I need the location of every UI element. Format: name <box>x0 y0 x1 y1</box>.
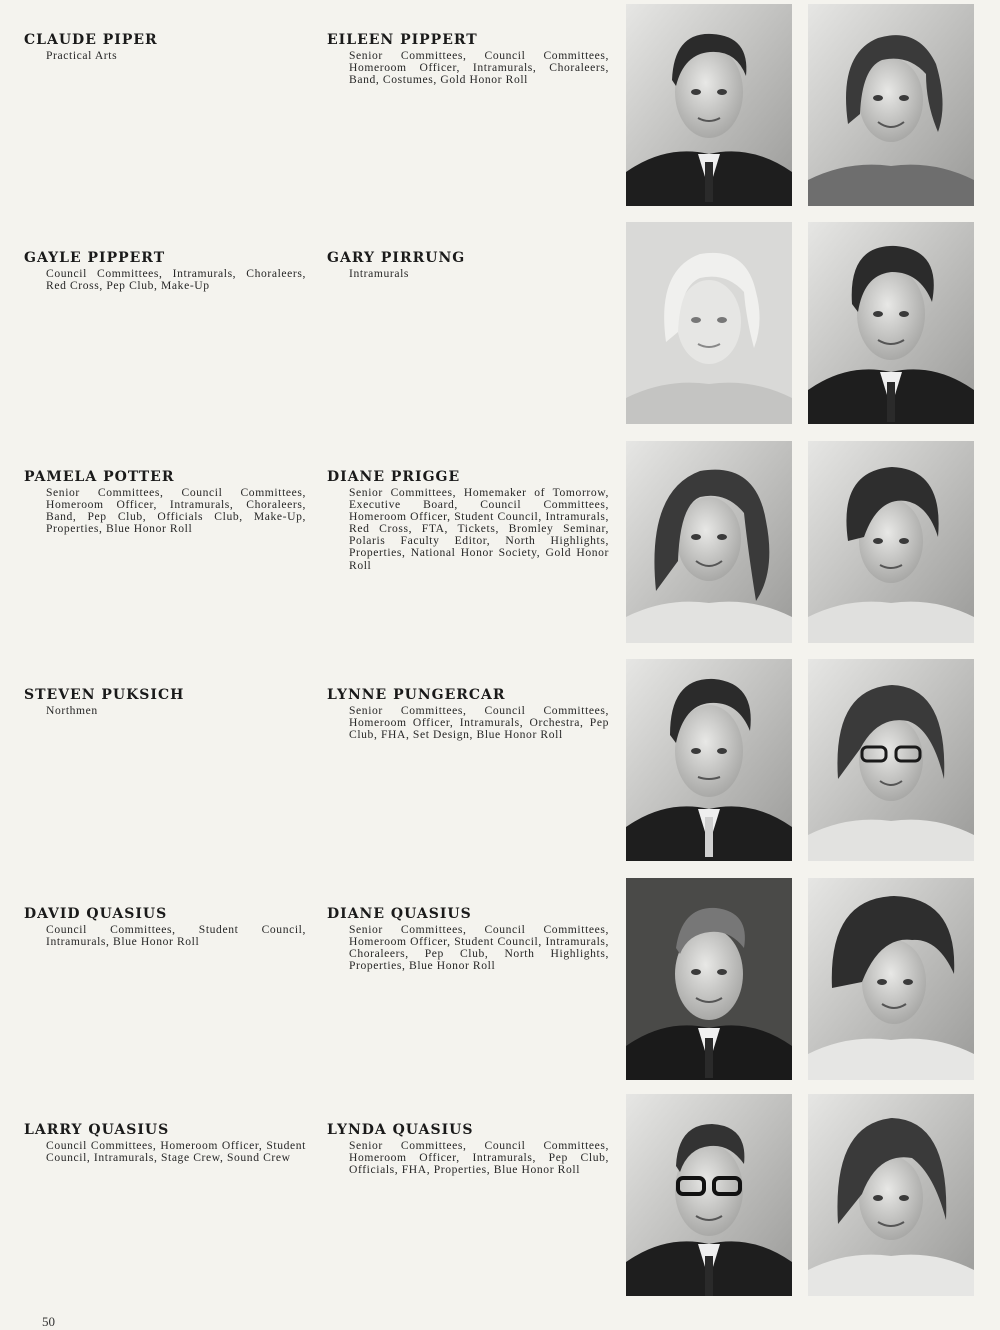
student-name: GAYLE PIPPERT <box>24 250 166 266</box>
student-activities: Council Committees, Student Council, Intramurals, Blue Honor Roll <box>46 923 306 949</box>
student-name: GARY PIRRUNG <box>327 250 466 266</box>
student-portrait-photo <box>626 878 792 1080</box>
student-activities: Senior Committees, Council Committees, Homeroom Officer, Student Council, Intramurals, Choraleers, Pep Club, North Highlights, Properties, Blue Honor Roll <box>349 923 609 973</box>
student-portrait-photo <box>808 441 974 643</box>
student-row-1 <box>0 32 1000 234</box>
student-row-4 <box>0 687 1000 889</box>
student-portrait-photo <box>626 4 792 206</box>
student-row-5 <box>0 906 1000 1108</box>
student-entry <box>327 1122 609 1176</box>
student-row-3 <box>0 469 1000 671</box>
student-name: DAVID QUASIUS <box>24 906 168 922</box>
student-name: LYNDA QUASIUS <box>327 1122 474 1138</box>
student-entry <box>327 32 609 86</box>
student-activities: Senior Committees, Council Committees, Homeroom Officer, Intramurals, Choraleers, Band, Pep Club, Officials Club, Make-Up, Properties, Blue Honor Roll <box>46 486 306 536</box>
student-name: LARRY QUASIUS <box>24 1122 170 1138</box>
student-activities: Council Committees, Intramurals, Choraleers, Red Cross, Pep Club, Make-Up <box>46 267 306 293</box>
student-name: DIANE PRIGGE <box>327 469 461 485</box>
student-portrait-photo <box>808 222 974 424</box>
student-activities: Intramurals <box>349 267 410 280</box>
student-name: PAMELA POTTER <box>24 469 175 485</box>
student-activities: Northmen <box>46 704 98 717</box>
student-activities: Senior Committees, Council Committees, Homeroom Officer, Intramurals, Orchestra, Pep Club, FHA, Set Design, Blue Honor Roll <box>349 704 609 742</box>
student-entry <box>24 32 306 62</box>
page-number: 50 <box>42 1314 55 1329</box>
student-row-6 <box>0 1122 1000 1324</box>
student-row-2 <box>0 250 1000 452</box>
student-entry <box>24 469 306 535</box>
student-portrait-photo <box>626 222 792 424</box>
student-portrait-photo <box>808 659 974 861</box>
student-activities: Practical Arts <box>46 49 118 62</box>
student-name: LYNNE PUNGERCAR <box>327 687 506 703</box>
student-entry <box>327 906 609 972</box>
student-portrait-photo <box>626 1094 792 1296</box>
student-activities: Council Committees, Homeroom Officer, Student Council, Intramurals, Stage Crew, Sound Crew <box>46 1139 306 1165</box>
student-name: CLAUDE PIPER <box>24 32 158 48</box>
student-name: STEVEN PUKSICH <box>24 687 185 703</box>
student-activities: Senior Committees, Council Committees, Homeroom Officer, Intramurals, Choraleers, Band, Costumes, Gold Honor Roll <box>349 49 609 87</box>
student-entry <box>327 250 609 280</box>
student-entry <box>24 1122 306 1164</box>
student-entry <box>24 687 306 717</box>
student-entry <box>24 906 306 948</box>
student-portrait-photo <box>808 4 974 206</box>
student-activities: Senior Committees, Council Committees, Homeroom Officer, Intramurals, Pep Club, Officials, FHA, Properties, Blue Honor Roll <box>349 1139 609 1177</box>
student-name: EILEEN PIPPERT <box>327 32 478 48</box>
student-portrait-photo <box>808 1094 974 1296</box>
student-portrait-photo <box>808 878 974 1080</box>
student-activities: Senior Committees, Homemaker of Tomorrow, Executive Board, Council Committees, Homeroom Officer, Student Council, Intramurals, Red Cross, FTA, Tickets, Bromley Seminar, Polaris Faculty Editor, North Highlights, Properties, National Honor Society, Gold Honor Roll <box>349 486 609 572</box>
student-entry <box>24 250 306 292</box>
student-name: DIANE QUASIUS <box>327 906 472 922</box>
student-portrait-photo <box>626 659 792 861</box>
student-entry <box>327 687 609 741</box>
student-entry <box>327 469 609 572</box>
student-portrait-photo <box>626 441 792 643</box>
